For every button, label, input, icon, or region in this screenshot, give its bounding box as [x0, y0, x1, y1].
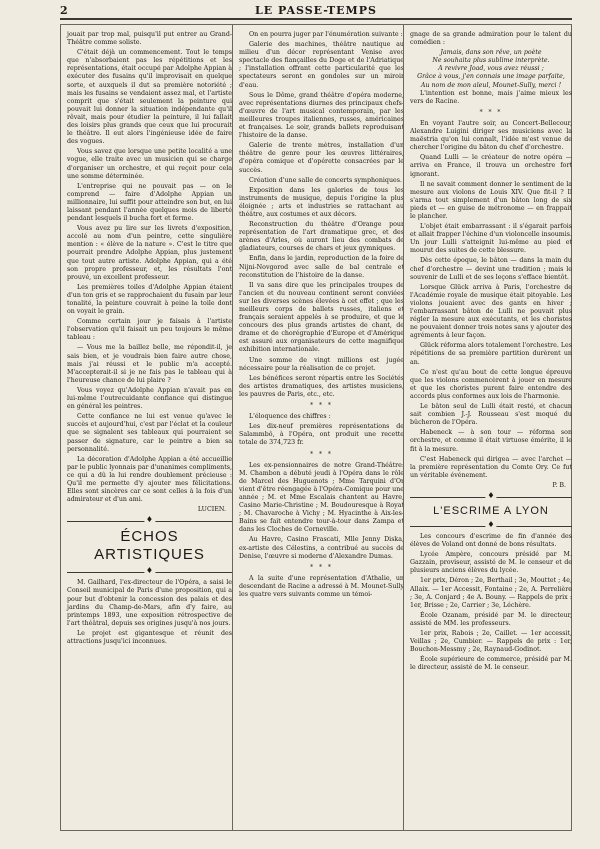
paragraph: L'éloquence des chiffres :: [249, 413, 331, 421]
poem-line: A revivre Joad, vous avez réussi ;: [438, 65, 544, 73]
paragraph: Il ne savait comment donner le sentiment de la mesure aux violons de Louis XIV. Que fit-il ? Il s'arma tout simplement d'un bâton long de six pieds et — en guise de métronome — en frappait le plancher.: [410, 180, 572, 220]
paragraph: L'entreprise qui ne pouvait pas — on le comprend — faire d'Adolphe Appian un millionnaire, lui suffit pour atteindre son but, en lui laissant pendant l'année quelques mois de liberté pendant lesquels il bucha fort et ferme.: [67, 182, 232, 223]
page-number: 2: [60, 4, 68, 17]
poem-line: Ne souhaita plus sublime interprète.: [432, 57, 550, 65]
paragraph: Galerie des machines, théâtre nautique au milieu d'un décor représentant Venise avec spectacle des fiançailles du Doge et de l'Adriatique ; l'installation offrant cette particularité que les spectateurs seront en gondoles sur un miroir d'eau.: [239, 41, 404, 89]
separator-stars: * * *: [310, 450, 333, 458]
paragraph: gnage de sa grande admiration pour le talent du comédien :: [410, 31, 572, 47]
paragraph: Les concours d'escrime de fin d'année des élèves de Voland ont donné de bons résultats.: [410, 532, 572, 549]
paragraph: C'était déjà un commencement. Tout le temps que n'absorbaient pas les répétitions et les représentations, était occupé par Adolphe Appian à exécuter des fusains qu'il improvisait en quelque sorte, et auxquels il dut sa première notoriété ; mais les fusains se vendaient assez mal, et l'artiste comprit que s'était seulement la peinture qui pouvait lui donner la situation indépendante qu'il rêvait, mais pour étudier la peinture, il lui fallait des loisirs plus grands que ceux que lui procurait le théâtre. Il eut alors l'ingénieuse idée de faire des vogues.: [67, 49, 232, 146]
paragraph: Vous savez que lorsque une petite localité a une vogue, elle traite avec un musicien qui se charge d'organiser un orchestre, et qui reçoit pour cela une somme déterminée.: [67, 148, 232, 180]
paragraph: Les bénéfices seront répartis entre les Sociétés des artistes dramatiques, des artistes musiciens, les pauvres de Paris, etc., etc.: [239, 374, 404, 398]
paragraph: M. Gailhard, l'ex-directeur de l'Opéra, a saisi le Conseil municipal de Paris d'une proposition, qui a pour but d'obtenir la concession des palais et des jardins du Champ-de-Mars, afin d'y faire, au printemps 1893, une exposition rétrospective de l'art théâtral, depuis ses origines jusqu'à nos jours.: [67, 579, 232, 627]
section-divider: [410, 523, 572, 529]
paragraph: 1er prix, Rabois ; 2e, Caillet. — 1er accessit, Veillas ; 2e, Cumbier. — Rappels de prix : 1er, Bouchon-Messmy ; 2e, Raynaud-Godinot.: [410, 630, 572, 654]
paragraph: L'objet était embarrassant : il s'égarait parfois et allait frapper l'échine d'un violoncelle insoumis. Un jour Lulli s'atteignit lui-même au pied et mourut des suites de cette blessure.: [410, 223, 572, 255]
paragraph: Le projet est gigantesque et réunit des attractions jusqu'ici inconnues.: [67, 629, 232, 645]
column-2: [232, 25, 410, 830]
paragraph: Les ex-pensionnaires de notre Grand-Théâtre: M. Chambon a débuté jeudi à l'Opéra dans le rôle de Marcel des Huguenots ; Mme Tarquini d'Or vient d'être réengagée à l'Opéra-Comique pour une année ; M. et Mme Escalais chantent au Havre, Casino Marie-Christine ; M. Boudouresque à Royat ; M. Chavaroche à Vichy ; M. Hyacinthe à Aix-les-Bains se fait entendre tour-à-tour dans Zampa et dans les Cloches de Corneville.: [239, 461, 404, 534]
poem-line: Grâce à vous, j'en connais une image parfaite,: [417, 73, 565, 81]
paragraph: Il va sans dire que les principales troupes de l'ancien et du nouveau continent seront conviées sur les diverses scènes élevées à cet effet ; que les meilleurs corps de ballets russes, italiens et français seraient appelés à se produire, et que le concours des plus grands artistes de chant, de drame et de chorégraphie d'Europe et d'Amérique est assuré aux organisateurs de cette magnifique exhibition internationale.: [239, 281, 404, 354]
separator-stars: * * *: [479, 108, 503, 116]
paragraph: Quand Lulli — le créateur de notre opéra — arriva en France, il trouva un orchestre fort ignorant.: [410, 154, 572, 178]
paragraph: Galerie de trente mètres, installation d'un théâtre de genre pour les œuvres littéraires, d'opéra comique et d'opérette consacrées par le succès.: [239, 142, 404, 174]
section-title-escrime: L'ESCRIME A LYON: [433, 504, 549, 517]
article-signature: LUCIEN.: [197, 506, 226, 514]
paragraph: Reconstruction du théâtre d'Orange pour représentation de l'art dramatique grec, et des arènes d'Arles, où auront lieu des combats de gladiateurs, courses de chars et jeux gymniques.: [239, 221, 404, 253]
page-header: [60, 4, 572, 20]
paragraph: Exposition dans les galeries de tous les instruments de musique, depuis l'origine la plus éloignée ; arts et industries se rattachant au théâtre, aux costumes et aux décors.: [239, 186, 404, 218]
paragraph: Cette confiance ne lui est venue qu'avec le succès et aujourd'hui, c'est par l'éclat et la couleur que se signalent ses tableaux qui pourraient se passer de signature, car le peintre a bien sa personnalité.: [67, 413, 232, 453]
poem-line: Jamais, dans son rêve, un poète: [440, 49, 542, 57]
paragraph: L'intention est bonne, mais j'aime mieux les vers de Racine.: [410, 89, 572, 105]
paragraph: Sous le Dôme, grand théâtre d'opéra moderne, avec représentations diurnes des principaux chefs-d'œuvre de l'art musical contemporain, par les meilleures troupes italiennes, russes, américaines et françaises. Le soir, grands ballets reproduisant l'histoire de la danse.: [239, 91, 404, 140]
section-divider: [67, 569, 232, 575]
poem-line: Au nom de mon aïeul, Mounet-Sully, merci !: [420, 81, 562, 89]
article-frame: [60, 24, 572, 831]
paragraph: École Ozanam, présidé par M. le directeur, assisté de MM. les professeurs.: [410, 611, 572, 627]
paragraph: — Vous me la baillez belle, me répondit-il, je sais bien, et je voudrais bien faire autre chose, mais j'ai réussi et le public m'a accepté. M'accepterait-il si je ne fais pas le tableau qui à l'heureuse chance de lui plaire ?: [67, 344, 232, 384]
paragraph: Le bâton seul de Lulli était resté, et chacun sait combien J.-J. Rousseau s'est moqué du bûcheron de l'Opéra.: [410, 403, 572, 427]
paragraph: Les dix-neuf premières représentations de Salammbô, à l'Opéra, ont produit une recette totale de 374,723 fr.: [239, 423, 404, 447]
paragraph: Habeneck — à son tour — réforma son orchestre, et comme il était virtuose émérite, il le fit à la mesure.: [410, 429, 572, 453]
section-divider: [410, 494, 572, 500]
paragraph: A la suite d'une représentation d'Athalie, un descendant de Racine a adressé à M. Mounet-Sully les quatre vers suivants comme un témoi-: [239, 574, 404, 598]
paragraph: En voyant l'autre soir, au Concert-Bellecour, Alexandre Luigini diriger ses musiciens avec la maëstria qu'on lui connaît, l'idée m'est venue de chercher l'origine du bâton du chef d'orchestre.: [410, 119, 572, 152]
article-signature: P. B.: [552, 481, 566, 489]
paragraph: 1er prix, Déron ; 2e, Berthail ; 3e, Mouttet ; 4e, Allaix. — 1er Accessit, Fontaine ; 2e, A. Perrelière ; 3e, A. Conjard ; 4e A. Bouny. — Rappels de prix : 1er, Brisse ; 2e, Carrier ; 3e, Léchère.: [410, 577, 572, 609]
paragraph: jouait par trop mal, puisqu'il put entrer au Grand-Théâtre comme soliste.: [67, 31, 232, 47]
paragraph: Comme certain jour je faisais à l'artiste l'observation qu'il faisait un peu toujours le même tableau :: [67, 318, 232, 342]
paragraph: Vous voyez qu'Adolphe Appian n'avait pas en lui-même l'outrecuidante confiance qui distingue en général les peintres.: [67, 386, 232, 411]
paragraph: Création d'une salle de concerts symphoniques.: [249, 176, 402, 184]
running-title: LE PASSE-TEMPS: [255, 4, 377, 17]
section-title-echos: ÉCHOS ARTISTIQUES: [94, 528, 205, 564]
paragraph: On en pourra juger par l'énumération suivante :: [249, 31, 403, 38]
paragraph: Au Havre, Casino Frascati, Mlle Jenny Diska, ex-artiste des Célestins, a contribué au succès de Denise, l'œuvre si moderne d'Alexandre Dumas.: [239, 536, 404, 560]
paragraph: Vous avez pu lire sur les livrets d'exposition, accolé au nom d'un peintre, cette singulière mention : « élève de la nature ». C'est le titre que pourrait prendre Adolphe Appian, plus justement que tout autre artiste. Adolphe Appian, qui a été son propre professeur, et, les résultats l'ont prouvé, un excellent professeur.: [67, 225, 232, 281]
column-1: [61, 25, 238, 830]
paragraph: Lycée Ampère, concours présidé par M. Gazzain, proviseur, assisté de M. le censeur et de plusieurs anciens élèves du lycée.: [410, 551, 572, 575]
paragraph: Enfin, dans le jardin, reproduction de la foire de Nijni-Novgorod avec salle de bal centrale et reconstitution de l'histoire de la danse.: [239, 255, 404, 279]
paragraph: Une somme de vingt millions est jugée nécessaire pour la réalisation de ce projet.: [239, 356, 404, 372]
section-divider: [67, 518, 232, 524]
separator-stars: * * *: [310, 563, 333, 571]
paragraph: La décoration d'Adolphe Appian a été accueillie par le public lyonnais par d'unanimes compliments, ce qui a dû la lui rendre doublement précieuse : Qu'il me permette d'y ajouter mes félicitations. Elles sont sincères car ce sont celles à la fois d'un admirateur et d'un ami.: [67, 455, 232, 504]
paragraph: C'est Habeneck qui dirigea — avec l'archet — la première représentation du Comte Ory. Ce fut un véritable événement.: [410, 455, 572, 479]
paragraph: Lorsque Glück arriva à Paris, l'orchestre de l'Académie royale de musique était pitoyable. Les violons jouaient avec des gants en hiver ; l'embarrassant bâton de Lulli ne pouvait plus régler la mesure aux exécutants, et les choristes ne pouvaient donner trois notes sans y ajouter des agréments à leur façon.: [410, 283, 572, 340]
paragraph: Les premières toiles d'Adolphe Appian étaient d'un ton gris et se rapprochaient du fusain par leur tonalité, la peinture couvrait à peine la toile dont on voyait le grain.: [67, 283, 232, 316]
separator-stars: * * *: [310, 402, 333, 410]
paragraph: Glück réforma alors totalement l'orchestre. Les répétitions de sa première partition durèrent un an.: [410, 342, 572, 366]
paragraph: École supérieure de commerce, présidé par M. le directeur, assisté de M. le censeur.: [410, 656, 572, 672]
paragraph: Ce n'est qu'au bout de cette longue épreuve que les violons commencèrent à jouer en mesure et que les choristes purent faire entendre des accords plus conformes aux lois de l'harmonie.: [410, 368, 572, 400]
paragraph: Dès cette époque, le bâton — dans la main du chef d'orchestre — devint une tradition ; mais le souvenir de Lulli et de ses leçons s'efface bientôt.: [410, 257, 572, 281]
column-3: [403, 25, 578, 830]
